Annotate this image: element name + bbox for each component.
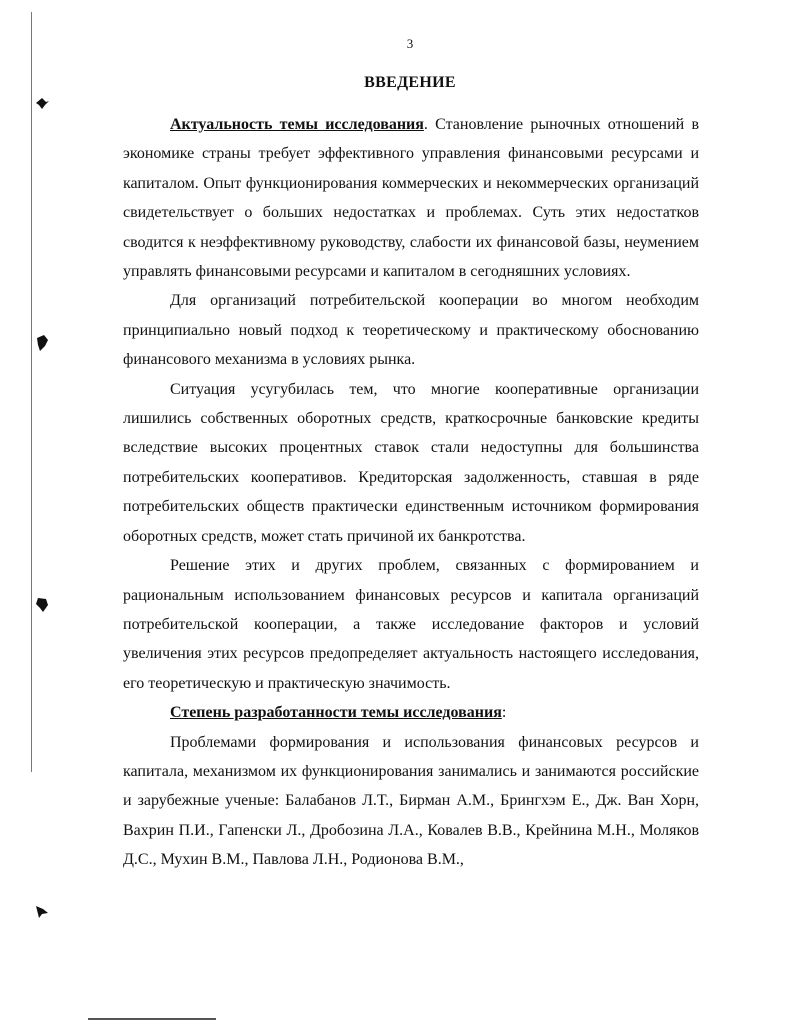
scan-artifact-mark xyxy=(34,96,50,110)
paragraph-cooperation: Для организаций потребительской кооперации во многом необходим принципиально новый подход к теоретическому и практическому обоснованию финансового механизма в условиях рынка. xyxy=(123,292,699,369)
scan-artifact-mark xyxy=(34,903,50,919)
scan-artifact-mark xyxy=(34,334,50,352)
paragraph-solution: Решение этих и других проблем, связанных с формированием и рациональным использованием финансовых ресурсов и капитала организаций потребительской кооперации, а также исследование факторов и условий увеличения этих ресурсов предопределяет актуальность настоящего исследования, его теоретическую и практическую значимость. xyxy=(123,557,699,692)
relevance-label: Актуальность темы исследования xyxy=(170,116,424,133)
paragraph-situation: Ситуация усугубилась тем, что многие кооперативные организации лишились собственных оборотных средств, краткосрочные банковские кредиты вследствие высоких процентных ставок стали недоступны для большинства потребительских кооперативов. Кредиторская задолженность, ставшая в ряде потребительских обществ практически единственным источником формирования оборотных средств, может стать причиной их банкротства. xyxy=(123,380,699,545)
relevance-text: . Становление рыночных отношений в экономике страны требует эффективного управления финансовыми ресурсами и капиталом. Опыт функционирования коммерческих и некоммерческих организаций свидетельствует о больших недостатках и проблемах. Суть этих недостатков сводится к неэффективному руководству, слабости их финансовой базы, неумением управлять финансовыми ресурсами и капиталом в сегодняшних условиях. xyxy=(123,116,699,281)
development-label: Степень разработанности темы исследования xyxy=(170,704,502,722)
page-number: 3 xyxy=(406,36,414,51)
paragraph-scholars: Проблемами формирования и использования финансовых ресурсов и капитала, механизмом их функционирования занимались и занимаются российские и зарубежные ученые: Балабанов Л.Т., Бирман А.М., Брингхэм Е., Дж. Ван Хорн, Вахрин П.И., Гапенски Л., Дробозина Л.А., Ковалев В.В., Крейнина М.Н., Моляков Д.С., Мухин В.М., Павлова Л.Н., Родионова В.М., xyxy=(123,733,699,869)
scan-bottom-line xyxy=(88,1018,216,1020)
paragraph-relevance xyxy=(123,110,699,286)
document-body xyxy=(123,110,699,875)
development-suffix: : xyxy=(501,704,507,722)
scan-artifact-mark xyxy=(34,596,50,614)
scan-edge-line xyxy=(31,12,32,772)
page-title: ВВЕДЕНИЕ xyxy=(364,74,456,91)
section-title-development xyxy=(123,698,699,727)
